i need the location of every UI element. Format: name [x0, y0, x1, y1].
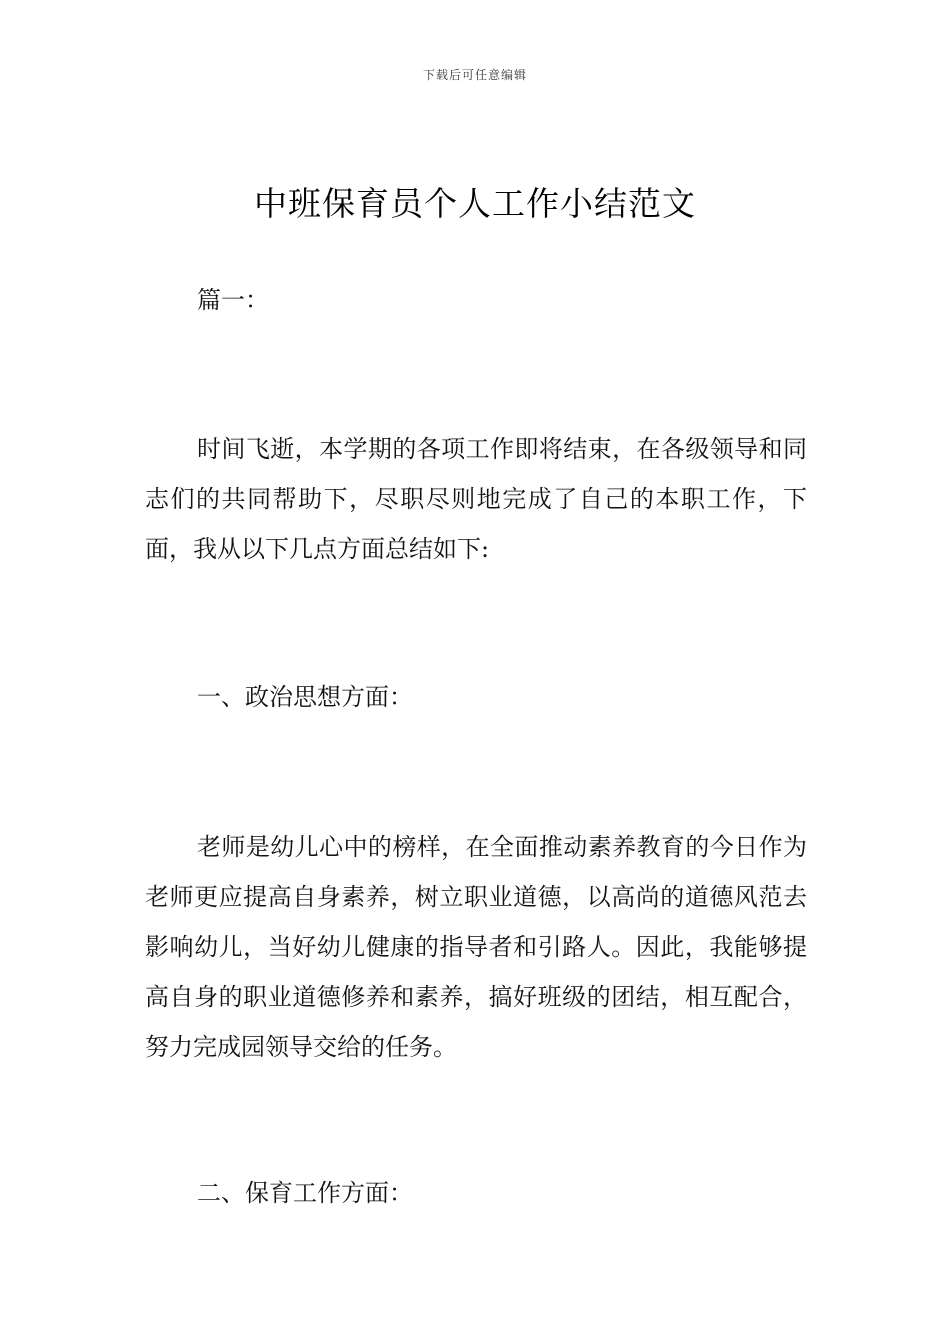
page-header-note: 下载后可任意编辑	[422, 68, 527, 82]
intro-paragraph: 时间飞逝，本学期的各项工作即将结束，在各级领导和同志们的共同帮助下，尽职尽则地完成了自己的本职工作，下面，我从以下几点方面总结如下:	[145, 435, 807, 563]
section-body-politics: 老师是幼儿心中的榜样，在全面推动素养教育的今日作为老师更应提高自身素养，树立职业道德，以高尚的道德风范去影响幼儿，当好幼儿健康的指导者和引路人。因此，我能够提高自身的职业道德修养和素养，搞好班级的团结，相互配合，努力完成园领导交给的任务。	[145, 833, 807, 1061]
section-heading-care: 二、保育工作方面：	[197, 1179, 413, 1207]
part-label: 篇一：	[197, 286, 269, 314]
section-heading-politics: 一、政治思想方面：	[197, 683, 413, 711]
document-title: 中班保育员个人工作小结范文	[254, 184, 696, 223]
